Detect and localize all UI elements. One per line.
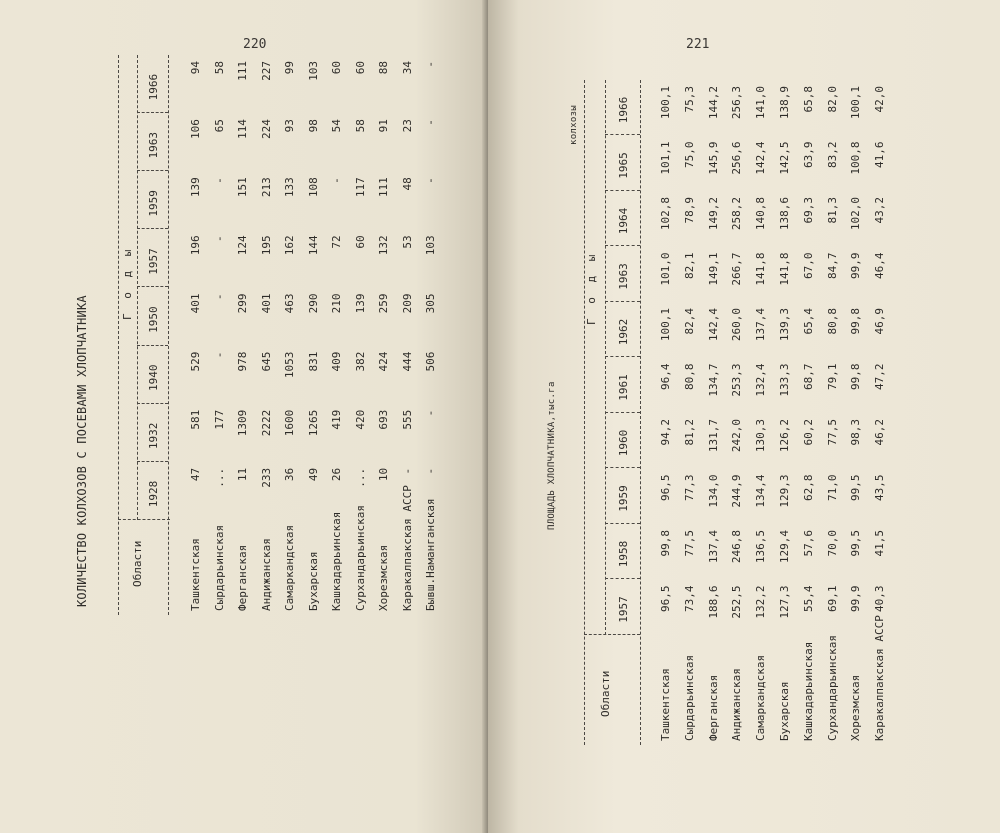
left-table-cell: 26 bbox=[330, 467, 343, 482]
right-table-cell: 47,2 bbox=[873, 363, 887, 390]
right-table-cell: 70,0 bbox=[825, 530, 839, 557]
left-table-cell: 103 bbox=[306, 61, 320, 81]
right-table-cell: 96,4 bbox=[659, 363, 672, 390]
left-row-region: Ферганская bbox=[236, 544, 249, 611]
left-year-header: 1957 bbox=[147, 248, 160, 275]
left-table-cell: 419 bbox=[330, 409, 343, 430]
right-table-cell: 67,0 bbox=[801, 252, 815, 279]
right-table-cell: 258,2 bbox=[730, 197, 744, 231]
right-years-rule bbox=[605, 80, 606, 635]
left-table-cell: 424 bbox=[377, 351, 390, 372]
left-table-cell: 463 bbox=[283, 293, 296, 314]
left-table-cell: 233 bbox=[259, 467, 273, 488]
left-table-cell: 978 bbox=[236, 351, 249, 372]
right-table-cell: 60,2 bbox=[801, 419, 815, 446]
right-table-cell: 132,4 bbox=[754, 363, 768, 397]
right-table-cell: 100,1 bbox=[849, 86, 863, 120]
left-table-cell: 139 bbox=[353, 293, 367, 314]
right-row-region: Бухарская bbox=[778, 681, 791, 741]
right-year-header: 1962 bbox=[617, 318, 630, 346]
left-table-cell: 23 bbox=[400, 119, 414, 133]
left-table-cell: 11 bbox=[236, 467, 249, 482]
right-table-cell: 65,4 bbox=[801, 308, 815, 335]
left-table-cell: 133 bbox=[283, 177, 296, 198]
left-table-cell: 60 bbox=[330, 61, 343, 75]
left-table-cell: 382 bbox=[353, 351, 367, 372]
left-table-cell: - bbox=[424, 61, 437, 68]
left-table-cell: 162 bbox=[283, 235, 296, 256]
left-table-cell: - bbox=[212, 293, 226, 301]
left-table-cell: - bbox=[212, 177, 226, 184]
right-row-header: Области bbox=[599, 670, 612, 717]
right-table-cell: 99,8 bbox=[659, 530, 672, 557]
right-table-cell: 46,2 bbox=[873, 419, 887, 446]
left-table-cell: - bbox=[424, 467, 437, 475]
left-table-cell: - bbox=[212, 235, 226, 242]
right-table-cell: 138,9 bbox=[778, 86, 791, 120]
right-table-cell: 140,8 bbox=[754, 197, 768, 231]
right-year-divider bbox=[605, 523, 640, 524]
left-table-cell: 1053 bbox=[283, 351, 296, 379]
right-group-header: Г о д ы bbox=[585, 250, 598, 325]
left-table-cell: 117 bbox=[353, 177, 367, 198]
left-page bbox=[0, 0, 488, 833]
right-table-cell: 141,8 bbox=[754, 252, 768, 286]
right-year-divider bbox=[605, 246, 640, 247]
right-year-divider bbox=[605, 301, 640, 302]
right-table-cell: 80,8 bbox=[682, 363, 696, 390]
right-table-cell: 149,2 bbox=[706, 197, 720, 231]
right-table-cell: 137,4 bbox=[706, 530, 720, 564]
left-year-divider bbox=[137, 403, 168, 404]
left-table-cell: 103 bbox=[424, 235, 437, 256]
right-table-cell: 127,3 bbox=[778, 585, 791, 619]
left-table-cell: 2222 bbox=[259, 409, 273, 437]
right-table-cell: 188,6 bbox=[706, 585, 720, 619]
right-cotton-area-table bbox=[528, 80, 948, 745]
right-table-cell: 43,5 bbox=[873, 474, 887, 501]
left-table-cell: 645 bbox=[259, 351, 273, 372]
right-year-header: 1959 bbox=[617, 485, 630, 512]
right-table-cell: 83,2 bbox=[825, 141, 839, 168]
right-table-cell: 145,9 bbox=[706, 141, 720, 175]
right-table-cell: 134,7 bbox=[706, 363, 720, 397]
right-table-cell: 82,1 bbox=[682, 252, 696, 279]
left-table-cell: - bbox=[400, 467, 414, 475]
right-table-cell: 99,9 bbox=[849, 585, 863, 612]
right-table-cell: 96,5 bbox=[659, 474, 672, 501]
right-table-cell: 81,2 bbox=[682, 419, 696, 446]
right-table-cell: 71,0 bbox=[825, 474, 839, 501]
right-table-cell: 142,4 bbox=[754, 141, 768, 175]
right-table-cell: 138,6 bbox=[778, 197, 791, 231]
right-row-region: Сурхандарьинская bbox=[825, 635, 839, 741]
left-year-header: 1928 bbox=[147, 480, 160, 508]
right-table-cell: 142,4 bbox=[706, 308, 720, 342]
right-table-cell: 98,3 bbox=[849, 419, 863, 446]
left-table-cell: 227 bbox=[259, 61, 273, 81]
left-table-cell: 224 bbox=[259, 119, 273, 139]
right-year-header: 1960 bbox=[617, 429, 630, 457]
left-table-cell: 213 bbox=[259, 177, 273, 198]
left-table-cell: 444 bbox=[400, 351, 414, 372]
left-table-cell: ... bbox=[212, 467, 226, 488]
left-row-region: Сурхандарьинская bbox=[353, 505, 367, 611]
left-year-header: 1940 bbox=[147, 364, 160, 391]
right-table-cell: 246,8 bbox=[730, 530, 744, 564]
right-table-cell: 69,1 bbox=[825, 585, 839, 612]
left-table-cell: 58 bbox=[353, 119, 367, 133]
right-table-cell: 43,2 bbox=[873, 197, 887, 224]
right-year-header: 1958 bbox=[617, 540, 630, 568]
left-table-cell: 401 bbox=[259, 293, 273, 314]
right-year-header: 1964 bbox=[617, 207, 630, 235]
right-row-region: Каракалпакская АССР bbox=[873, 615, 887, 741]
left-row-region: Бухарская bbox=[306, 551, 320, 611]
right-year-header: 1957 bbox=[617, 596, 630, 623]
left-table-cell: 144 bbox=[306, 235, 320, 256]
right-table-cell: 94,2 bbox=[659, 419, 672, 446]
left-year-divider bbox=[137, 287, 168, 288]
left-table-cell: 58 bbox=[212, 61, 226, 75]
left-table-cell: 209 bbox=[400, 293, 414, 314]
right-table-cell: 40,3 bbox=[873, 585, 887, 612]
left-row-region: Кашкадарьинская bbox=[330, 511, 343, 611]
left-table-cell: 305 bbox=[424, 293, 437, 314]
left-table-cell: 60 bbox=[353, 235, 367, 249]
left-table-cell: 124 bbox=[236, 235, 249, 256]
right-header-divider bbox=[584, 634, 640, 635]
left-table-cell: 114 bbox=[236, 119, 249, 139]
left-table-cell: 88 bbox=[377, 61, 390, 75]
left-year-header: 1959 bbox=[147, 190, 160, 217]
left-table-cell: - bbox=[424, 177, 437, 184]
left-year-divider bbox=[137, 461, 168, 462]
left-header-top-rule bbox=[118, 55, 119, 615]
right-table-cell: 252,5 bbox=[730, 585, 744, 619]
right-table-cell: 139,3 bbox=[778, 308, 791, 342]
right-row-region: Ташкентская bbox=[659, 668, 672, 741]
left-table-cell: 196 bbox=[189, 235, 202, 256]
left-header-divider bbox=[118, 519, 170, 520]
right-table-cell: 100,1 bbox=[659, 86, 672, 120]
left-row-header: Области bbox=[131, 540, 144, 587]
right-year-header: 1961 bbox=[617, 374, 630, 401]
left-table-cell: 581 bbox=[189, 409, 202, 430]
left-header-bottom-rule bbox=[168, 55, 169, 615]
left-table-cell: 401 bbox=[189, 293, 202, 314]
right-table-cell: 55,4 bbox=[801, 585, 815, 612]
right-table-cell: 266,7 bbox=[730, 252, 744, 286]
right-table-cell: 132,2 bbox=[754, 585, 768, 619]
left-table-cell: 693 bbox=[377, 409, 390, 430]
right-table-title: ПЛОЩАДЬ ХЛОПЧАТНИКА,тыс.га bbox=[547, 381, 557, 530]
right-table-cell: 77,5 bbox=[682, 530, 696, 557]
right-table-cell: 142,5 bbox=[778, 141, 791, 175]
right-table-cell: 256,3 bbox=[730, 86, 744, 120]
left-table-cell: 420 bbox=[353, 409, 367, 430]
right-table-cell: 129,3 bbox=[778, 474, 791, 508]
left-table-cell: 1309 bbox=[236, 409, 249, 437]
left-table-cell: 299 bbox=[236, 293, 249, 314]
right-table-cell: 100,8 bbox=[849, 141, 863, 175]
right-table-cell: 78,9 bbox=[682, 197, 696, 224]
right-year-header: 1965 bbox=[617, 152, 630, 179]
right-header-top-rule bbox=[584, 80, 585, 745]
left-row-region: Хорезмская bbox=[377, 544, 390, 611]
left-table-cell: 290 bbox=[306, 293, 320, 314]
right-table-cell: 65,8 bbox=[801, 86, 815, 113]
left-page-number: 220 bbox=[243, 37, 267, 52]
right-row-region: Андижанская bbox=[730, 668, 744, 741]
left-table-cell: 98 bbox=[306, 119, 320, 133]
right-table-cell: 101,1 bbox=[659, 141, 672, 175]
right-year-divider bbox=[605, 190, 640, 191]
right-table-cell: 256,6 bbox=[730, 141, 744, 175]
left-row-region: Самаркандская bbox=[283, 524, 296, 611]
right-row-region: Кашкадарьинская bbox=[801, 641, 815, 741]
right-table-cell: 130,3 bbox=[754, 419, 768, 453]
right-table-cell: 126,2 bbox=[778, 419, 791, 453]
right-table-cell: 57,6 bbox=[801, 530, 815, 557]
right-table-cell: 63,9 bbox=[801, 141, 815, 168]
left-table-cell: 54 bbox=[330, 119, 343, 133]
right-table-cell: 100,1 bbox=[659, 308, 672, 342]
left-group-header: Г о д ы bbox=[121, 245, 134, 320]
right-table-cell: 144,2 bbox=[706, 86, 720, 120]
left-table-cell: 108 bbox=[306, 177, 320, 198]
right-page bbox=[488, 0, 1000, 833]
left-year-header: 1932 bbox=[147, 422, 160, 450]
right-row-region: Самаркандская bbox=[754, 654, 768, 741]
left-table-cell: 151 bbox=[236, 177, 249, 198]
left-table-cell: - bbox=[330, 177, 343, 184]
left-table-cell: 72 bbox=[330, 235, 343, 249]
left-row-region: Ташкентская bbox=[189, 538, 202, 611]
left-row-region: Каракалпакская АССР bbox=[400, 485, 414, 611]
right-row-region: Ферганская bbox=[706, 674, 720, 741]
left-table-cell: 831 bbox=[306, 351, 320, 372]
left-table-cell: 65 bbox=[212, 119, 226, 133]
left-table-cell: 91 bbox=[377, 119, 390, 133]
right-table-cell: 102,0 bbox=[849, 197, 863, 231]
right-table-cell: 73,4 bbox=[682, 585, 696, 612]
right-table-cell: 42,0 bbox=[873, 86, 887, 113]
right-table-cell: 81,3 bbox=[825, 197, 839, 224]
right-year-divider bbox=[605, 357, 640, 358]
right-table-cell: 96,5 bbox=[659, 585, 672, 612]
right-table-cell: 242,0 bbox=[730, 419, 744, 453]
right-table-cell: 99,5 bbox=[849, 474, 863, 501]
left-table-cell: - bbox=[424, 119, 437, 126]
left-table-cell: ... bbox=[353, 467, 367, 488]
right-table-cell: 131,7 bbox=[706, 419, 720, 453]
left-table-cell: 49 bbox=[306, 467, 320, 482]
right-table-cell: 82,4 bbox=[682, 308, 696, 335]
left-table-cell: 177 bbox=[212, 409, 226, 430]
left-table-title: КОЛИЧЕСТВО КОЛХОЗОВ С ПОСЕВАМИ ХЛОПЧАТНИКА bbox=[75, 295, 89, 607]
right-table-cell: 99,8 bbox=[849, 308, 863, 335]
right-header-bottom-rule bbox=[640, 80, 641, 745]
left-table-cell: 529 bbox=[189, 351, 202, 372]
right-year-divider bbox=[605, 135, 640, 136]
left-table-cell: - bbox=[212, 351, 226, 359]
left-table-cell: 195 bbox=[259, 235, 273, 256]
left-row-region: Андижанская bbox=[259, 538, 273, 611]
right-table-cell: 244,9 bbox=[730, 474, 744, 508]
right-year-header: 1966 bbox=[617, 96, 630, 124]
left-table-cell: 210 bbox=[330, 293, 343, 314]
right-table-cell: 101,0 bbox=[659, 252, 672, 286]
left-table-cell: 1265 bbox=[306, 409, 320, 437]
right-table-cell: 129,4 bbox=[778, 530, 791, 564]
left-table-cell: 555 bbox=[400, 409, 414, 430]
right-table-cell: 68,7 bbox=[801, 363, 815, 390]
right-table-cell: 149,1 bbox=[706, 252, 720, 286]
left-table-cell: 94 bbox=[189, 61, 202, 75]
right-page-number: 221 bbox=[686, 37, 710, 52]
left-table-cell: 36 bbox=[283, 467, 296, 482]
right-table-cell: 79,1 bbox=[825, 363, 839, 390]
left-table-cell: 60 bbox=[353, 61, 367, 75]
right-row-region: Сырдарьинская bbox=[682, 654, 696, 741]
right-year-divider bbox=[605, 412, 640, 413]
right-year-header: 1963 bbox=[617, 263, 630, 290]
left-row-region: Бывш.Наманганская bbox=[424, 498, 437, 611]
left-table-cell: 259 bbox=[377, 293, 390, 314]
left-year-divider bbox=[137, 345, 168, 346]
left-table-cell: 53 bbox=[400, 235, 414, 249]
right-table-cell: 46,9 bbox=[873, 308, 887, 335]
left-year-divider bbox=[137, 112, 168, 113]
right-table-cell: 134,0 bbox=[706, 474, 720, 508]
right-table-cell: 62,8 bbox=[801, 474, 815, 501]
right-table-cell: 46,4 bbox=[873, 252, 887, 279]
right-table-cell: 41,5 bbox=[873, 530, 887, 557]
right-table-cell: 260,0 bbox=[730, 308, 744, 342]
right-table-cell: 99,8 bbox=[849, 363, 863, 390]
left-table-cell: 409 bbox=[330, 351, 343, 372]
left-table-cell: 10 bbox=[377, 467, 390, 482]
left-row-region: Сырдарьинская bbox=[212, 524, 226, 611]
left-table-cell: 111 bbox=[236, 61, 249, 81]
right-table-cell: 77,5 bbox=[825, 419, 839, 446]
left-table-cell: 106 bbox=[189, 119, 202, 139]
left-table-cell: - bbox=[424, 409, 437, 417]
left-table-cell: 506 bbox=[424, 351, 437, 372]
left-collective-farms-table bbox=[60, 55, 460, 615]
left-table-cell: 1600 bbox=[283, 409, 296, 437]
left-table-cell: 48 bbox=[400, 177, 414, 191]
right-table-cell: 137,4 bbox=[754, 308, 768, 342]
left-table-cell: 93 bbox=[283, 119, 296, 133]
left-year-divider bbox=[137, 170, 168, 171]
left-table-cell: 47 bbox=[189, 467, 202, 482]
left-year-header: 1963 bbox=[147, 131, 160, 159]
right-table-cell: 141,8 bbox=[778, 252, 791, 286]
left-table-cell: 139 bbox=[189, 177, 202, 198]
right-table-cell: 99,5 bbox=[849, 530, 863, 557]
left-year-header: 1966 bbox=[147, 73, 160, 101]
left-table-cell: 99 bbox=[283, 61, 296, 75]
right-table-cell: 136,5 bbox=[754, 530, 768, 564]
right-table-cell: 80,8 bbox=[825, 308, 839, 335]
left-year-header: 1950 bbox=[147, 306, 160, 333]
right-table-cell: 41,6 bbox=[873, 141, 887, 168]
right-table-subtitle: колхозы bbox=[569, 104, 579, 145]
right-year-divider bbox=[605, 468, 640, 469]
right-table-cell: 99,9 bbox=[849, 252, 863, 279]
right-table-cell: 75,3 bbox=[682, 86, 696, 113]
right-table-cell: 77,3 bbox=[682, 474, 696, 501]
left-table-cell: 34 bbox=[400, 61, 414, 75]
right-table-cell: 84,7 bbox=[825, 252, 839, 279]
left-year-divider bbox=[137, 228, 168, 229]
right-year-divider bbox=[605, 579, 640, 580]
right-table-cell: 133,3 bbox=[778, 363, 791, 397]
left-table-cell: 111 bbox=[377, 177, 390, 198]
left-years-rule bbox=[137, 55, 138, 520]
right-row-region: Хорезмская bbox=[849, 674, 863, 741]
left-table-cell: 132 bbox=[377, 235, 390, 256]
right-table-cell: 75,0 bbox=[682, 141, 696, 168]
right-table-cell: 141,0 bbox=[754, 86, 768, 120]
right-table-cell: 253,3 bbox=[730, 363, 744, 397]
right-table-cell: 69,3 bbox=[801, 197, 815, 224]
right-table-cell: 82,0 bbox=[825, 86, 839, 113]
right-table-cell: 134,4 bbox=[754, 474, 768, 508]
right-table-cell: 102,8 bbox=[659, 197, 672, 231]
